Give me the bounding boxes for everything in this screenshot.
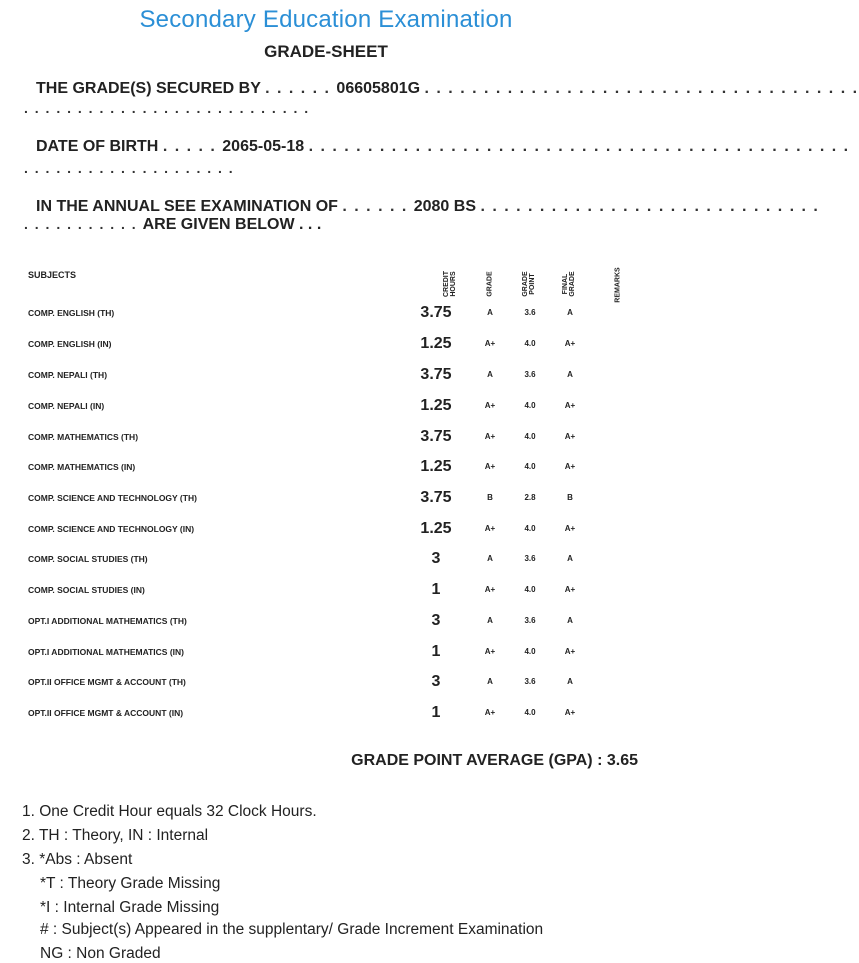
secured-by-line: THE GRADE(S) SECURED BY . . . . . . 06605801G . . . . . . . . . . . . . . . . . . . . . . . . . . . . . . . . . . . . . [36, 80, 859, 97]
credit-hours: 3 [431, 550, 441, 567]
table-row [0, 366, 652, 386]
grade-point: 4.0 [524, 524, 536, 533]
secured-by-label: THE GRADE(S) SECURED BY [36, 80, 261, 97]
grade: A+ [484, 401, 496, 410]
credit-hours: 3 [431, 673, 441, 690]
subject-name: COMP. ENGLISH (TH) [28, 308, 115, 318]
table-row [0, 673, 652, 693]
subject-name: COMP. MATHEMATICS (TH) [28, 432, 139, 442]
header-remarks: REMARKS [614, 267, 622, 303]
table-row [0, 581, 652, 601]
grade: A [487, 554, 493, 563]
subject-name: OPT.I ADDITIONAL MATHEMATICS (IN) [28, 647, 184, 657]
grade-point: 3.6 [524, 554, 536, 563]
credit-hours: 3.75 [420, 304, 452, 321]
final-grade: A [567, 554, 573, 563]
table-row [0, 489, 652, 509]
subject-name: COMP. SOCIAL STUDIES (IN) [28, 585, 145, 595]
grade-point: 4.0 [524, 432, 536, 441]
note-item: 2. TH : Theory, IN : Internal [22, 827, 209, 844]
final-grade: A+ [564, 708, 576, 717]
table-row [0, 335, 652, 355]
header-credit-hours: CREDIT HOURS [443, 270, 457, 298]
header-final-grade: FINAL GRADE [562, 271, 576, 297]
note-item: *T : Theory Grade Missing [40, 875, 221, 892]
grade-point: 4.0 [524, 339, 536, 348]
grade-point: 4.0 [524, 585, 536, 594]
grade-point: 4.0 [524, 401, 536, 410]
grade-point: 3.6 [524, 308, 536, 317]
table-row [0, 304, 652, 324]
final-grade: A+ [564, 432, 576, 441]
credit-hours: 3.75 [420, 489, 452, 506]
exam-line: IN THE ANNUAL SEE EXAMINATION OF . . . . . . 2080 BS . . . . . . . . . . . . . . . . . . . . . . . . . . . . . [36, 198, 820, 215]
grade: A+ [484, 462, 496, 471]
subject-name: OPT.II OFFICE MGMT & ACCOUNT (TH) [28, 677, 186, 687]
header-subjects: SUBJECTS [28, 270, 77, 280]
grade-point: 4.0 [524, 462, 536, 471]
credit-hours: 1 [431, 704, 441, 721]
header-grade-point: GRADE POINT [522, 271, 536, 297]
credit-hours: 3.75 [420, 366, 452, 383]
table-row [0, 397, 652, 417]
given-below-line: . . . . . . . . . . . ARE GIVEN BELOW . . . [24, 216, 322, 233]
final-grade: A [567, 677, 573, 686]
header-grade: GRADE [486, 271, 494, 297]
final-grade: A+ [564, 647, 576, 656]
gpa-summary: GRADE POINT AVERAGE (GPA) : 3.65 [351, 752, 638, 769]
grade: A+ [484, 339, 496, 348]
grade: A+ [484, 585, 496, 594]
grade-point: 2.8 [524, 493, 536, 502]
grade: A [487, 370, 493, 379]
credit-hours: 3 [431, 612, 441, 629]
subject-name: OPT.II OFFICE MGMT & ACCOUNT (IN) [28, 708, 184, 718]
final-grade: A+ [564, 339, 576, 348]
table-row [0, 520, 652, 540]
note-item: # : Subject(s) Appeared in the supplentary/ Grade Increment Examination [40, 921, 544, 938]
symbol-number: 06605801G [336, 80, 421, 97]
credit-hours: 1 [431, 643, 441, 660]
table-row [0, 458, 652, 478]
final-grade: A+ [564, 585, 576, 594]
final-grade: A [567, 616, 573, 625]
grade: A [487, 677, 493, 686]
grade: A+ [484, 708, 496, 717]
final-grade: A+ [564, 401, 576, 410]
subject-name: COMP. NEPALI (TH) [28, 370, 108, 380]
table-row [0, 704, 652, 724]
subject-name: COMP. MATHEMATICS (IN) [28, 462, 136, 472]
credit-hours: 1.25 [420, 335, 452, 352]
final-grade: A [567, 370, 573, 379]
exam-year: 2080 BS [413, 198, 476, 215]
note-item: 3. *Abs : Absent [22, 851, 133, 868]
dob-value: 2065-05-18 [222, 138, 305, 155]
subject-name: COMP. SOCIAL STUDIES (TH) [28, 554, 148, 564]
credit-hours: 1.25 [420, 458, 452, 475]
subject-name: COMP. NEPALI (IN) [28, 401, 105, 411]
final-grade: B [567, 493, 573, 502]
credit-hours: 1 [431, 581, 441, 598]
dotted-continuation: . . . . . . . . . . . . . . . . . . . . [24, 160, 235, 176]
grade: A+ [484, 647, 496, 656]
given-below: ARE GIVEN BELOW . . . [142, 216, 322, 233]
subject-name: OPT.I ADDITIONAL MATHEMATICS (TH) [28, 616, 187, 626]
grade-point: 3.6 [524, 370, 536, 379]
dotted-continuation: . . . . . . . . . . . . . . . . . . . . . . . . . . . [24, 100, 310, 116]
table-row [0, 643, 652, 663]
grade-point: 3.6 [524, 616, 536, 625]
grade: A+ [484, 432, 496, 441]
grade: B [487, 493, 493, 502]
sheet-title: GRADE-SHEET [264, 42, 388, 61]
credit-hours: 1.25 [420, 520, 452, 537]
exam-title: Secondary Education Examination [139, 6, 513, 33]
subject-name: COMP. SCIENCE AND TECHNOLOGY (TH) [28, 493, 197, 503]
dob-label: DATE OF BIRTH [36, 138, 159, 155]
subject-name: COMP. ENGLISH (IN) [28, 339, 112, 349]
grade-point: 4.0 [524, 708, 536, 717]
note-item: NG : Non Graded [40, 945, 161, 962]
table-row [0, 550, 652, 570]
grade: A [487, 308, 493, 317]
note-item: 1. One Credit Hour equals 32 Clock Hours. [22, 803, 317, 820]
subject-name: COMP. SCIENCE AND TECHNOLOGY (IN) [28, 524, 195, 534]
final-grade: A [567, 308, 573, 317]
grade-point: 3.6 [524, 677, 536, 686]
grade: A [487, 616, 493, 625]
credit-hours: 1.25 [420, 397, 452, 414]
grade: A+ [484, 524, 496, 533]
final-grade: A+ [564, 462, 576, 471]
table-row [0, 612, 652, 632]
dob-line: DATE OF BIRTH . . . . . 2065-05-18 . . . . . . . . . . . . . . . . . . . . . . . . . . . . . . . . . . . . . . . . . . . . . . [36, 138, 850, 155]
grade-point: 4.0 [524, 647, 536, 656]
note-item: *I : Internal Grade Missing [40, 899, 220, 916]
final-grade: A+ [564, 524, 576, 533]
table-row [0, 428, 652, 448]
credit-hours: 3.75 [420, 428, 452, 445]
exam-label: IN THE ANNUAL SEE EXAMINATION OF [36, 198, 338, 215]
